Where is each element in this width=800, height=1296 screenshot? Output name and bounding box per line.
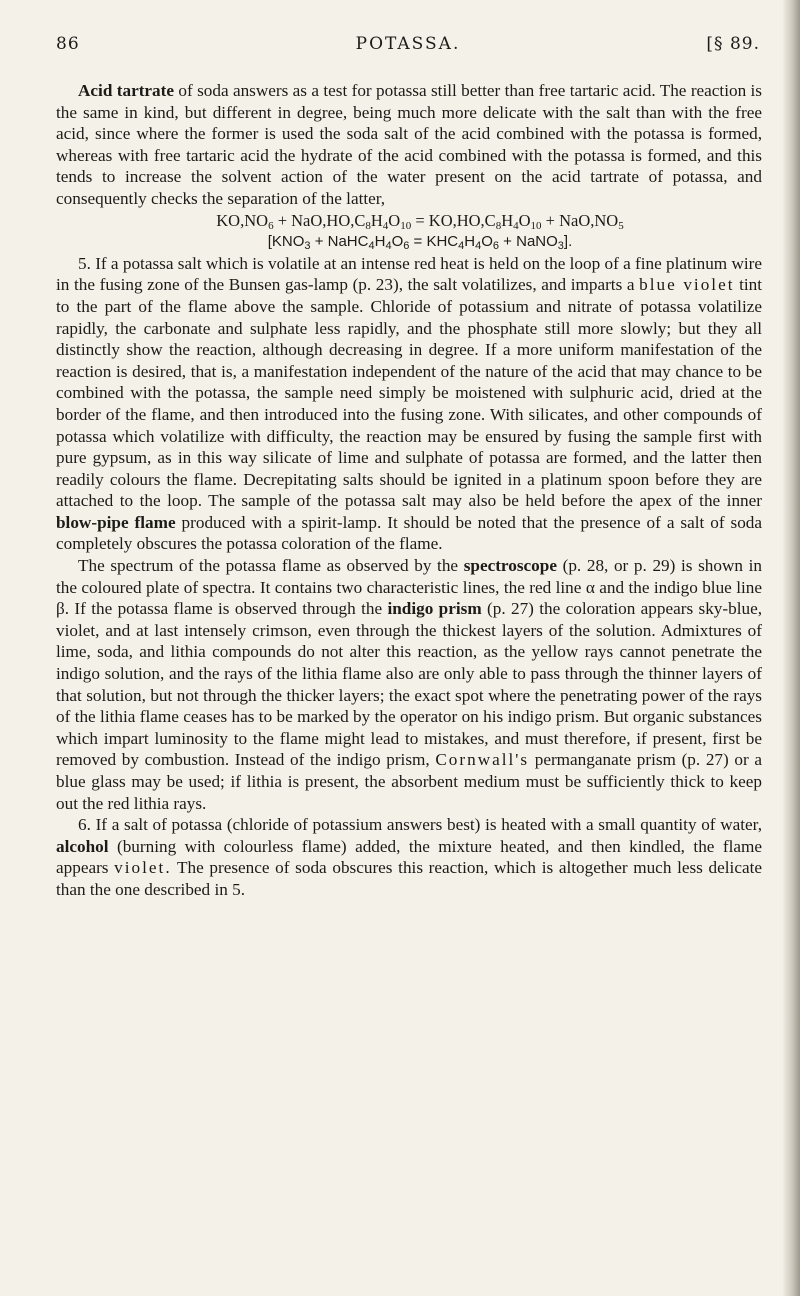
page-number: 86: [56, 34, 80, 54]
page-edge: [782, 0, 800, 1296]
paragraph-6: 6. If a salt of potassa (chloride of potassium answers best) is heated with a small quantity of water, alcohol (burning with colourless flame) added, the mixture heated, and then kindled, the flame appears violet. The presence of soda obscures this reaction, which is altogether much less delicate than the one described in 5.: [56, 815, 762, 899]
term-violet: violet.: [114, 858, 172, 878]
term-spectroscope: spectroscope: [463, 556, 557, 576]
term-alcohol: alcohol: [56, 836, 109, 856]
running-title: POTASSA.: [355, 34, 461, 54]
term-blow-pipe-flame: blow-pipe flame: [56, 512, 176, 532]
term-indigo-prism: indigo prism: [387, 599, 482, 619]
paragraph-5: 5. If a potassa salt which is volatile at an intense red heat is held on the loop of a fine platinum wire in the fusing zone of the Bunsen gas-lamp (p. 23), the salt volatilizes, and imparts a blue violet tint to the part of the flame above the sample. Chloride of potassium and nitrate of potassa volatilize rapidly, the carbonate and sulphate less rapidly, and the phosphate still more slowly; but they all distinctly show the reaction, although decreasing in degree. If a more uniform manifestation of the reaction is desired, that is, a manifestation independent of the nature of the acid that may chance to be combined with the potassa, the sample need simply be moistened with sulphuric acid, dried at the border of the flame, and then introduced into the fusing zone. With silicates, and other compounds of potassa which volatilize with difficulty, the reaction may be ensured by fusing the sample first with pure gypsum, as in this way silicate of lime and sulphate of potassa are formed, and the latter then readily colours the flame. Decrepitating salts should be ignited in a platinum spoon before they are attached to the loop. The sample of the potassa salt may also be held before the apex of the inner blow-pipe flame produced with a spirit-lamp. It should be noted that the presence of a salt of soda completely obscures the potassa coloration of the flame.: [56, 253, 763, 554]
body-text: [56, 80, 762, 901]
term-cornwall: Cornwall's: [435, 750, 530, 770]
section-marker: [§ 89.: [706, 34, 760, 54]
term-blue-violet: blue violet: [639, 275, 735, 295]
paragraph-spectrum: The spectrum of the potassa flame as observed by the spectroscope (p. 28, or p. 29) is shown in the coloured plate of spectra. It contains two characteristic lines, the red line α and the indigo blue line β. If the potassa flame is observed through the indigo prism (p. 27) the coloration appears sky-blue, violet, and at last intensely crimson, even through the thickest layers of the solution. Admixtures of lime, soda, and lithia compounds do not alter this reaction, as the yellow rays cannot penetrate the indigo solution, and the rays of the lithia flame also are only able to pass through the thinner layers of that solution, but not through the thicker layers; the exact spot where the penetrating power of the rays of the lithia flame ceases has to be marked by the operator on his indigo prism. But organic substances which impart luminosity to the flame might lead to mistakes, and must therefore, if present, first be removed by combustion. Instead of the indigo prism, Cornwall's permanganate prism (p. 27) or a blue glass may be used; if lithia is present, the absorbent medium must be sufficiently thick to keep out the red lithia rays.: [56, 556, 762, 813]
term-acid-tartrate: Acid tartrate: [78, 81, 174, 100]
paragraph-acid-tartrate: Acid tartrate of soda answers as a test for potassa still better than free tartaric acid. The reaction is the same in kind, but different in degree, being much more delicate with the salt than with the free acid, since where the former is used the soda salt of the acid combined with the potassa is formed, whereas with free tartaric acid the hydrate of the acid combined with the potassa is formed, and this tends to increase the solvent action of the water present on the acid tartrate of potassa, and consequently checks the separation of the latter,: [56, 81, 762, 208]
running-header: [56, 34, 760, 60]
equation-old-notation: $KO,NO_6 + NaO,HO,C_8H_4O_{10} = KO,HO,C_8H_4O_{10} + NaO,NO_5$: [216, 210, 624, 232]
equation-new-notation: [$KNO_3$ + $NaHC_4H_4O_6 = KHC_4H_4O_6$ + NaNO$_3$].: [267, 233, 573, 253]
